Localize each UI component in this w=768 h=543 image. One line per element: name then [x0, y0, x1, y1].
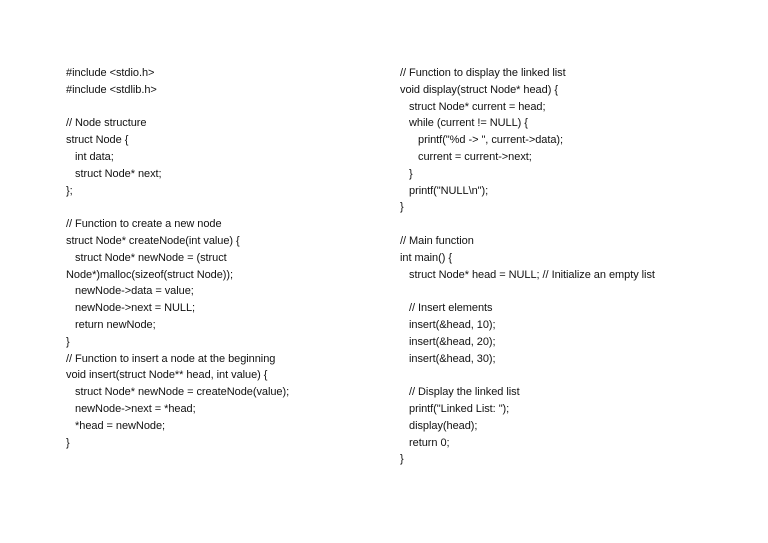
code-line: struct Node { — [66, 134, 129, 147]
code-line: struct Node* newNode = (struct — [66, 251, 227, 264]
code-line: void display(struct Node* head) { — [400, 83, 558, 96]
code-line: // Node structure — [66, 117, 147, 130]
code-line: void insert(struct Node** head, int value) { — [66, 369, 268, 382]
code-line: printf("Linked List: "); — [400, 402, 510, 415]
code-line: display(head); — [400, 419, 478, 432]
code-line: return newNode; — [66, 318, 156, 331]
code-line: return 0; — [400, 436, 450, 449]
code-line: } — [66, 335, 70, 348]
code-line: printf("NULL\n"); — [400, 184, 489, 197]
code-line: *head = newNode; — [66, 419, 166, 432]
code-line: struct Node* newNode = createNode(value); — [66, 386, 290, 399]
code-line: struct Node* current = head; — [400, 100, 546, 113]
code-line: newNode->next = *head; — [66, 402, 196, 415]
code-line: insert(&head, 10); — [400, 318, 496, 331]
code-line — [66, 199, 386, 216]
code-line: #include <stdio.h> — [66, 67, 155, 79]
code-line: newNode->next = NULL; — [66, 302, 196, 315]
code-line: } — [400, 453, 404, 466]
code-line: #include <stdlib.h> — [66, 83, 157, 96]
code-line: // Function to create a new node — [66, 218, 222, 231]
code-line: newNode->data = value; — [66, 285, 194, 298]
code-line: // Main function — [400, 234, 474, 247]
code-line: // Function to display the linked list — [400, 67, 566, 79]
code-line: int main() { — [400, 251, 452, 264]
code-line — [400, 367, 740, 384]
code-line: printf("%d -> ", current->data); — [400, 134, 564, 147]
code-column-right — [400, 65, 740, 468]
code-line: insert(&head, 20); — [400, 335, 496, 348]
code-line: while (current != NULL) { — [400, 117, 528, 130]
code-line: struct Node* head = NULL; // Initialize an empty list — [400, 268, 655, 281]
code-line: Node*)malloc(sizeof(struct Node)); — [66, 268, 234, 281]
code-line — [66, 99, 386, 116]
code-line: insert(&head, 30); — [400, 352, 496, 365]
code-line: current = current->next; — [400, 150, 532, 163]
code-column-left — [66, 65, 386, 451]
code-line — [400, 216, 740, 233]
code-line: } — [400, 201, 404, 214]
code-line: } — [66, 436, 70, 449]
code-line: }; — [66, 184, 73, 197]
code-line: struct Node* createNode(int value) { — [66, 234, 240, 247]
code-line — [400, 283, 740, 300]
code-line: int data; — [66, 150, 114, 163]
code-line: // Display the linked list — [400, 386, 520, 399]
code-line: } — [400, 167, 413, 180]
code-line: // Function to insert a node at the beginning — [66, 352, 276, 365]
code-line: struct Node* next; — [66, 167, 162, 180]
code-line: // Insert elements — [400, 302, 493, 315]
